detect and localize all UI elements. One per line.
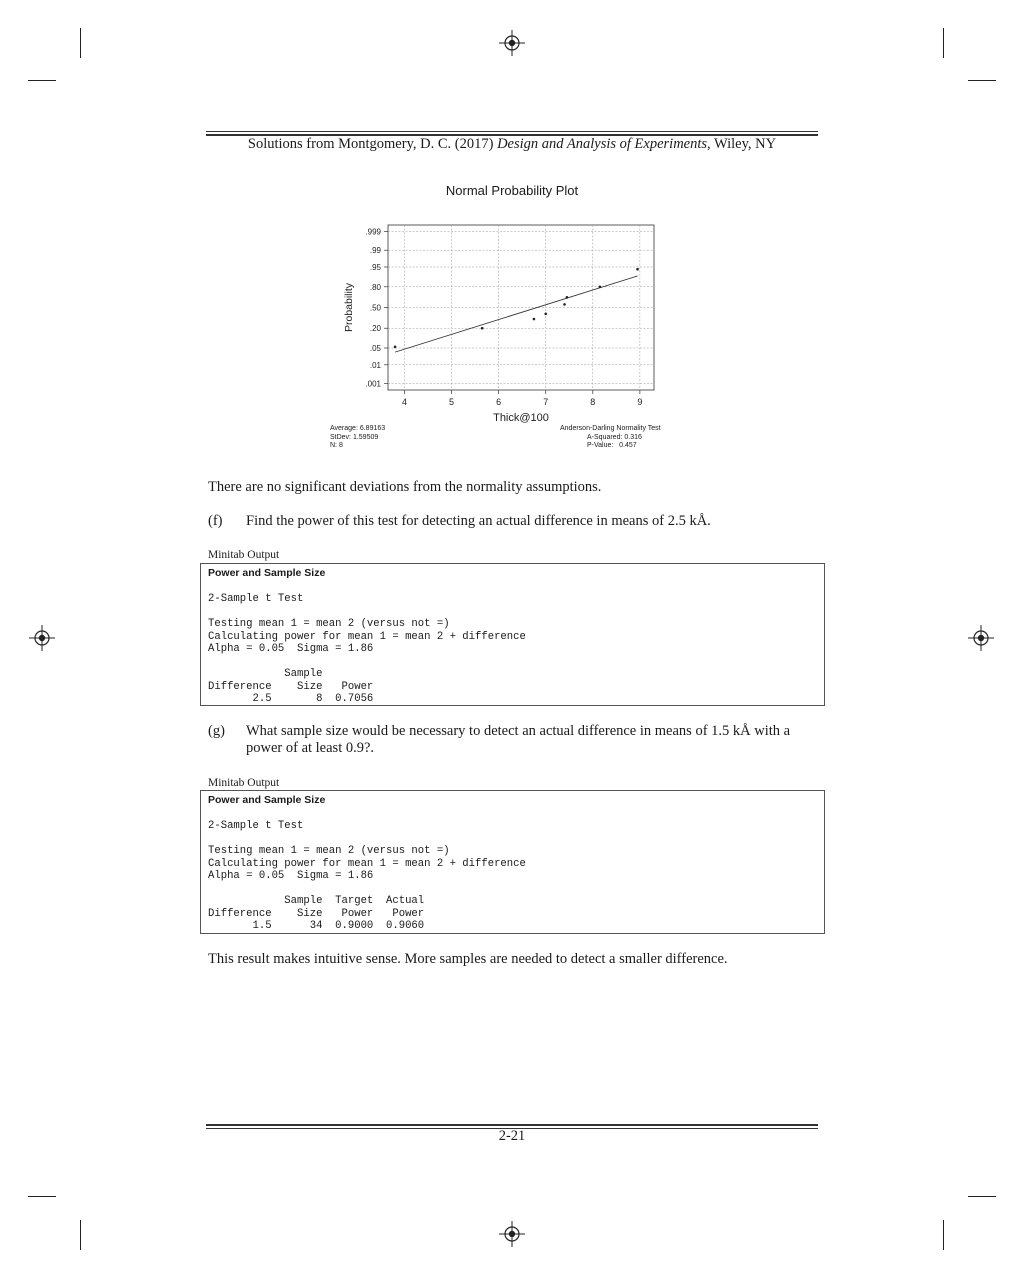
minitab-output-box xyxy=(200,790,825,934)
crop-mark xyxy=(80,28,81,58)
x-tick-label: 7 xyxy=(543,397,549,407)
registration-mark-icon xyxy=(968,625,994,651)
question-g-label: (g) xyxy=(208,723,225,739)
y-tick-label: .95 xyxy=(369,262,381,272)
page-number: 2-21 xyxy=(498,1128,526,1144)
crop-mark xyxy=(943,28,944,58)
y-tick-label: .20 xyxy=(369,324,381,334)
normality-statement: There are no significant deviations from the normality assumptions. xyxy=(208,479,602,495)
output-line: Difference Size Power xyxy=(208,680,374,693)
output-heading: Power and Sample Size xyxy=(208,794,326,806)
crop-mark xyxy=(968,80,996,81)
x-tick-label: 8 xyxy=(590,397,596,407)
data-point xyxy=(636,268,639,271)
y-tick-label: .80 xyxy=(369,282,381,292)
y-tick-label: .50 xyxy=(369,303,381,313)
output-line: 1.5 34 0.9000 0.9060 xyxy=(208,920,425,932)
y-tick-label: .01 xyxy=(369,360,381,370)
output-line: Calculating power for mean 1 = mean 2 + difference xyxy=(208,630,526,643)
y-tick-label: .05 xyxy=(369,344,381,354)
question-g-text: What sample size would be necessary to detect an actual difference in means of 1.5 kÅ with a power of at least 0.9?. xyxy=(246,723,791,756)
footer-rule xyxy=(206,1124,818,1126)
question-f-label: (f) xyxy=(208,513,223,529)
output-line: 2.5 8 0.7056 xyxy=(208,693,374,705)
output-line: 2-Sample t Test xyxy=(208,820,304,832)
normal-probability-plot xyxy=(330,215,670,425)
header-book-title: Design and Analysis of Experiments xyxy=(497,136,708,152)
output-heading: Power and Sample Size xyxy=(208,567,326,579)
data-point xyxy=(481,327,484,330)
data-point xyxy=(566,296,569,299)
output-line: Testing mean 1 = mean 2 (versus not =) xyxy=(208,618,450,630)
header-suffix: , Wiley, NY xyxy=(707,136,777,152)
y-tick-label: .001 xyxy=(365,379,381,389)
stat-a-squared: A-Squared: 0.316 xyxy=(587,433,642,441)
crop-mark xyxy=(968,1196,996,1197)
registration-mark-icon xyxy=(499,1221,525,1247)
crop-mark xyxy=(943,1220,944,1250)
stats-left xyxy=(330,425,385,451)
header-rule xyxy=(206,131,818,132)
data-point xyxy=(544,312,547,315)
minitab-output-box xyxy=(200,563,825,706)
registration-mark-icon xyxy=(499,30,525,56)
crop-mark xyxy=(28,1196,56,1197)
minitab-output-label: Minitab Output xyxy=(208,549,280,561)
header-prefix: Solutions from Montgomery, D. C. (2017) xyxy=(247,136,498,152)
output-line: Alpha = 0.05 Sigma = 1.86 xyxy=(208,643,374,655)
stat-n: N: 8 xyxy=(330,442,343,449)
data-point xyxy=(599,285,602,288)
output-line: Sample xyxy=(208,668,323,680)
data-point xyxy=(563,303,566,306)
y-tick-label: .999 xyxy=(365,227,381,237)
registration-mark-icon xyxy=(29,625,55,651)
running-header xyxy=(206,136,818,153)
crop-mark xyxy=(80,1220,81,1250)
stat-stdev: StDev: 1.59509 xyxy=(330,433,379,441)
minitab-output-label: Minitab Output xyxy=(208,777,280,789)
output-line: Alpha = 0.05 Sigma = 1.86 xyxy=(208,870,374,882)
stats-right xyxy=(560,425,661,451)
x-tick-label: 5 xyxy=(449,397,455,407)
x-tick-label: 9 xyxy=(637,397,643,407)
chart-title: Normal Probability Plot xyxy=(445,183,579,198)
output-line: Calculating power for mean 1 = mean 2 + difference xyxy=(208,857,526,870)
stat-test-name: Anderson-Darling Normality Test xyxy=(560,425,661,432)
output-line: Sample Target Actual xyxy=(208,895,425,907)
question-f-text: Find the power of this test for detecting an actual difference in means of 2.5 kÅ. xyxy=(246,513,711,529)
output-line: 2-Sample t Test xyxy=(208,593,304,605)
x-tick-label: 6 xyxy=(496,397,502,407)
output-line: Difference Size Power Power xyxy=(208,907,425,920)
y-axis-label: Probability xyxy=(343,282,355,333)
output-line: Testing mean 1 = mean 2 (versus not =) xyxy=(208,845,450,857)
output-text xyxy=(208,820,526,933)
y-tick-label: .99 xyxy=(369,246,381,256)
data-point xyxy=(533,318,536,321)
output-text xyxy=(208,593,526,706)
x-tick-label: 4 xyxy=(401,397,407,407)
fit-line xyxy=(395,276,637,352)
stat-p-value: P-Value: 0.457 xyxy=(587,442,637,449)
crop-mark xyxy=(28,80,56,81)
conclusion-text: This result makes intuitive sense. More samples are needed to detect a smaller difference. xyxy=(208,951,728,967)
x-axis-label: Thick@100 xyxy=(493,412,549,424)
stat-average: Average: 6.89163 xyxy=(330,425,386,432)
data-point xyxy=(394,346,397,349)
